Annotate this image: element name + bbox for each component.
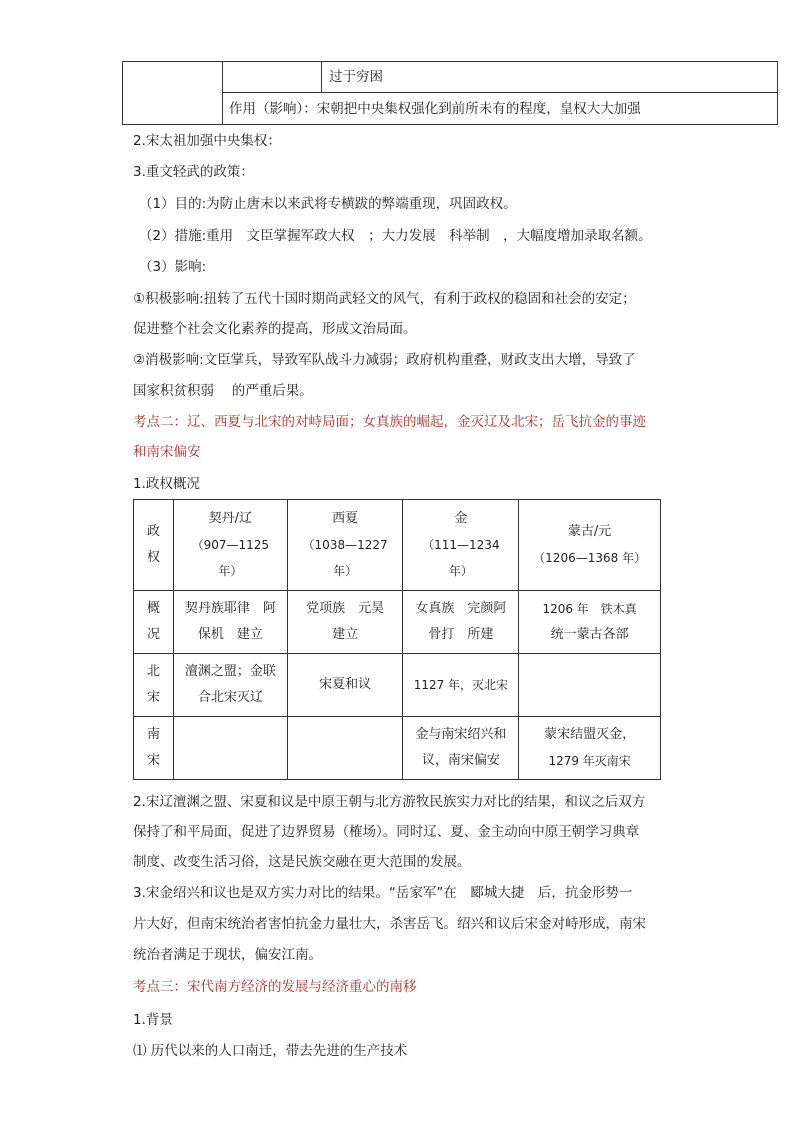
overview-mongol-b: 统一蒙古各部 [550,627,629,642]
south-song-mongol [519,717,661,780]
para2-line2: 保持了和平局面，促进了边界贸易（榷场）。同时辽、夏、金主动向中原王朝学习典章 [133,824,640,840]
overview-mongol-a: 1206 年 铁木真 [542,602,637,616]
top-table-row1-text: 过于穷困 [329,69,383,85]
background-title: 1.背景 [133,1012,173,1028]
section2-heading-line2: 和南宋偏安 [133,444,201,460]
overview-jin-a: 女真族 完颜阿 [415,601,507,616]
top-table-right-cell [321,61,778,93]
jin-years-a: （111—1234 [422,538,500,552]
south-song-label-cell [134,717,174,780]
top-table-mid-cell [222,61,322,93]
mongol-years: （1206—1368 年） [533,551,647,565]
south-song-jin-a: 金与南宋绍兴和 [415,727,507,742]
overview-xixia-a: 党项族 元昊 [306,601,385,616]
north-song-liao-b: 合北宋灭辽 [197,690,263,705]
overview-xixia [287,591,403,654]
xixia-years-b: 年） [333,564,358,578]
measures-line: （2）措施:重用 文臣掌握军政大权 ；大力发展 科举制 ，大幅度增加录取名额。 [139,228,652,244]
jin-name: 金 [454,511,468,526]
table-row [134,654,661,717]
item-3: 3.重文轻武的政策： [133,164,254,180]
overview-mongol [519,591,661,654]
liao-years-b: 年） [218,564,243,578]
header-xixia-cell [287,500,403,591]
positive-impact-line2: 促进整个社会文化素养的提高，形成文治局面。 [133,321,417,337]
south-song-xixia [287,717,403,780]
header-jin-cell [403,500,519,591]
top-table-left-cell [122,61,223,125]
para2-line1: 2.宋辽澶渊之盟、宋夏和议是中原王朝与北方游牧民族实力对比的结果，和议之后双方 [133,794,646,810]
table-row [134,591,661,654]
south-song-jin [403,717,519,780]
mongol-name: 蒙古/元 [567,524,612,539]
north-song-liao [173,654,287,717]
regime-overview-title: 1.政权概况 [133,476,200,492]
para3-line1: 3.宋金绍兴和议也是双方实力对比的结果。“岳家军”在 郾城大捷 后，抗金形势一 [133,885,633,901]
table-row [134,500,661,591]
negative-impact-line2: 国家积贫积弱 的严重后果。 [133,383,313,399]
section2-heading-line1: 考点二：辽、西夏与北宋的对峙局面；女真族的崛起，金灭辽及北宋；岳飞抗金的事迹 [133,414,646,430]
top-table-row2-text: 作用（影响）：宋朝把中央集权强化到前所未有的程度，皇权大大加强 [229,101,641,117]
south-song-mongol-a: 蒙宋结盟灭金， [544,727,636,742]
item-2: 2.宋太祖加强中央集权： [133,133,281,149]
overview-label-cell [134,591,174,654]
north-song-label: 北宋 [146,664,160,705]
xixia-years-a: （1038—1227 [302,538,388,552]
overview-label: 概况 [146,601,160,642]
overview-liao-a: 契丹族耶律 阿 [184,601,276,616]
south-song-mongol-b: 1279 年灭南宋 [548,754,631,768]
para3-line3: 统治者满足于现状，偏安江南。 [133,947,322,963]
overview-jin-b: 骨打 所建 [428,627,494,642]
goal-line: （1）目的:为防止唐末以来武将专横跋的弊端重现，巩固政权。 [139,196,517,212]
header-liao-cell [173,500,287,591]
overview-xixia-b: 建立 [332,627,359,642]
header-label-cell [134,500,174,591]
para2-line3: 制度、改变生活习俗，这是民族交融在更大范围的发展。 [133,854,471,870]
north-song-liao-a: 澶渊之盟；金联 [184,664,276,679]
south-song-jin-b: 议，南宋偏安 [421,753,500,768]
overview-liao [173,591,287,654]
south-song-label: 南宋 [146,727,160,768]
liao-years-a: （907—1125 [191,538,270,552]
north-song-xixia: 宋夏和议 [287,654,403,717]
section3-heading: 考点三：宋代南方经济的发展与经济重心的南移 [133,979,417,995]
para3-line2: 片大好，但南宋统治者害怕抗金力量壮大，杀害岳飞。绍兴和议后宋金对峙形成，南宋 [133,916,646,932]
south-song-liao [173,717,287,780]
table-row [134,717,661,780]
north-song-label-cell [134,654,174,717]
background-item1: ⑴ 历代以来的人口南迁，带去先进的生产技术 [133,1043,408,1059]
regime-table [133,499,661,780]
header-label: 政权 [146,524,160,565]
north-song-mongol [519,654,661,717]
liao-name: 契丹/辽 [208,511,253,526]
overview-liao-b: 保机 建立 [197,627,263,642]
north-song-jin: 1127 年，灭北宋 [403,654,519,717]
negative-impact-line1: ②消极影响:文臣掌兵，导致军队战斗力减弱；政府机构重叠，财政支出大增，导致了 [133,352,636,368]
positive-impact-line1: ①积极影响:扭转了五代十国时期尚武轻文的风气，有利于政权的稳固和社会的安定； [133,291,636,307]
header-mongol-cell [519,500,661,591]
overview-jin [403,591,519,654]
impact-line: （3）影响: [139,259,207,275]
xixia-name: 西夏 [332,511,359,526]
jin-years-b: 年） [448,564,473,578]
